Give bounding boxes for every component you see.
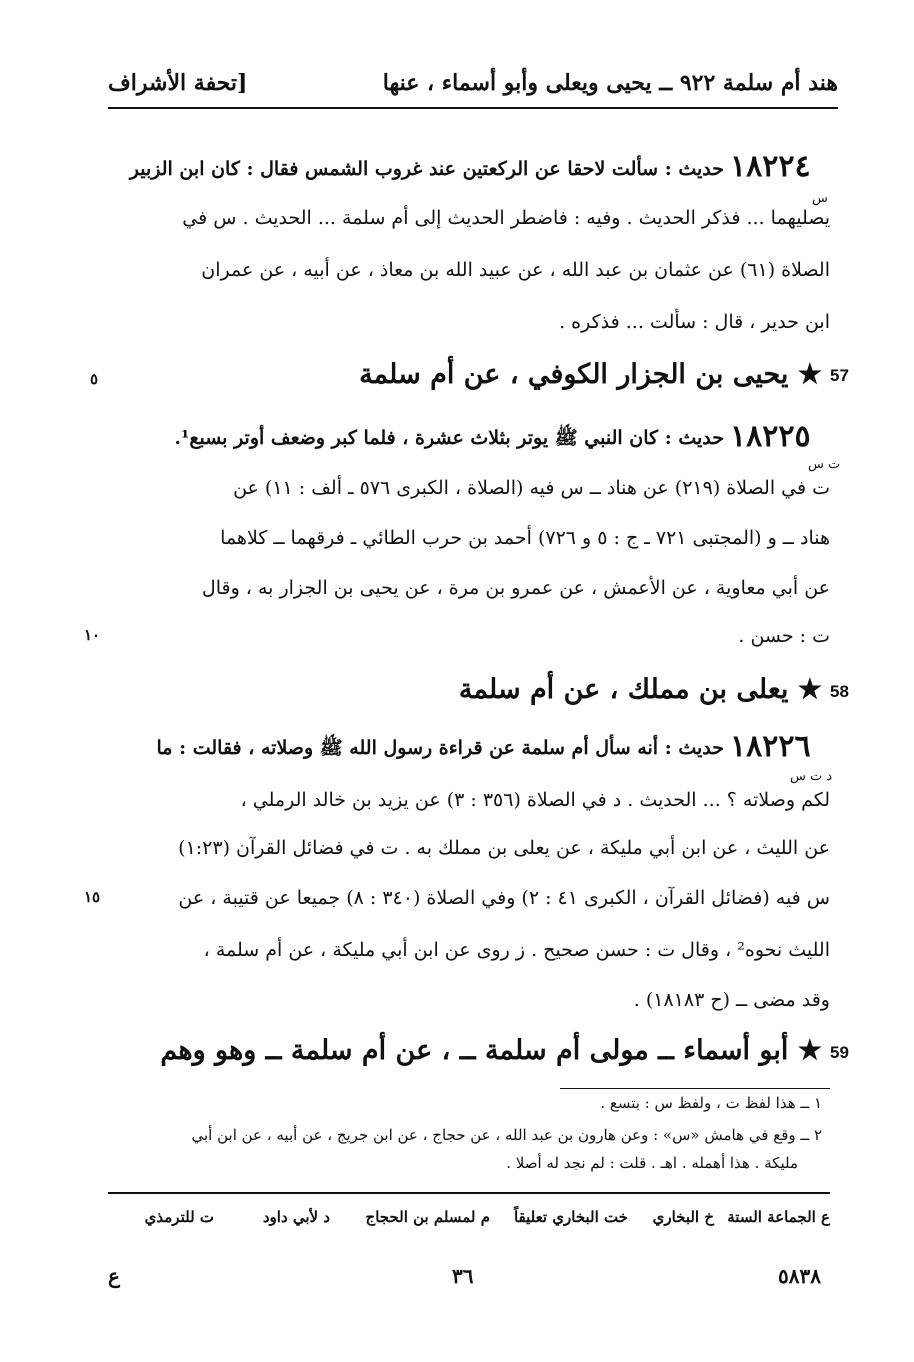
footnote-rule: [560, 1088, 830, 1089]
header-rule: [108, 107, 838, 109]
section-heading: ★ أبو أسماء ــ مولى أم سلمة ــ ، عن أم سلمة ــ وهو وهم: [160, 1035, 822, 1066]
hadith-text-line: وقد مضى ــ (ح ١٨١٨٣) .: [633, 989, 830, 1011]
hadith-text-line: الليث نحوه² ، وقال ت : حسن صحيح . ز روى عن ابن أبي مليكة ، عن أم سلمة ،: [203, 939, 830, 961]
margin-line-number: ٥: [90, 370, 99, 388]
footnote: ٢ ــ وقع في هامش «س» : وعن هارون بن عبد الله ، عن حجاج ، عن ابن جريج ، عن أبيه ، عن ابن أبي: [191, 1126, 822, 1144]
hadith-text-line: س فيه (فضائل القرآن ، الكبرى ٤١ : ٢) وفي الصلاة (٣٤٠ : ٨) جميعا عن قتيبة ، عن: [178, 887, 830, 909]
running-header-book: [تحفة الأشراف: [108, 70, 248, 96]
section-number: 59: [830, 1043, 849, 1062]
hadith-text-line: الصلاة (٦١) عن عثمان بن عبد الله ، عن عبيد الله بن معاذ ، عن أبيه ، عن عمران: [201, 259, 830, 281]
footer-mark: ع: [108, 1264, 120, 1288]
abbreviation: ت للترمذي: [144, 1208, 214, 1226]
section-number: 57: [830, 366, 849, 385]
abbreviation: خ البخاري: [652, 1208, 714, 1226]
hadith-text-line: يصليهما ... فذكر الحديث . وفيه : فاضطر الحديث إلى أم سلمة ... الحديث . س في: [182, 207, 830, 229]
footnote: مليكة . هذا أهمله . اهـ . قلت : لم نجد له أصلا .: [506, 1154, 798, 1172]
abbreviation: م لمسلم بن الحجاج: [365, 1208, 490, 1226]
hadith-text-line: ابن حدير ، قال : سألت ... فذكره .: [559, 311, 830, 333]
hadith-sigla: د ت س: [790, 769, 833, 784]
hadith-number: ١٨٢٢٦: [730, 729, 811, 764]
footer-number: ٥٨٣٨: [778, 1264, 821, 1288]
section-number: 58: [830, 682, 849, 701]
abbreviations-rule: [108, 1192, 830, 1194]
section-heading: ★ يعلى بن مملك ، عن أم سلمة: [458, 674, 822, 705]
hadith-number: ١٨٢٢٥: [730, 419, 811, 454]
running-header-title: هند أم سلمة ٩٢٢ ــ يحيى ويعلى وأبو أسماء ، عنها: [382, 70, 838, 96]
footnote: ١ ــ هذا لفظ ت ، ولفظ س : بتسع .: [600, 1094, 822, 1112]
hadith-text-line: هناد ــ و (المجتبى ٧٢١ ـ ج : ٥ و ٧٢٦) أحمد بن حرب الطائي ـ فرقهما ــ كلاهما: [220, 527, 830, 549]
hadith-text-line: عن أبي معاوية ، عن الأعمش ، عن عمرو بن مرة ، عن يحيى بن الجزار به ، وقال: [201, 577, 830, 599]
margin-line-number: ١٥: [84, 888, 101, 906]
hadith-text-line: حديث : أنه سأل أم سلمة عن قراءة رسول الله ﷺ وصلاته ، فقالت : ما: [156, 737, 724, 759]
section-heading: ★ يحيى بن الجزار الكوفي ، عن أم سلمة: [359, 359, 822, 390]
hadith-sigla: ت س: [808, 457, 841, 472]
hadith-text-line: لكم وصلاته ؟ ... الحديث . د في الصلاة (٣٥٦ : ٣) عن يزيد بن خالد الرملي ،: [240, 789, 830, 811]
hadith-sigla: س: [812, 191, 828, 206]
hadith-text-line: حديث : سألت لاحقا عن الركعتين عند غروب الشمس فقال : كان ابن الزبير: [129, 158, 724, 180]
abbreviation: ع الجماعة الستة: [727, 1208, 830, 1226]
page-number: ٣٦: [452, 1264, 474, 1288]
hadith-text-line: عن الليث ، عن ابن أبي مليكة ، عن يعلى بن مملك به . ت في فضائل القرآن (١:٢٣): [178, 837, 830, 859]
hadith-text-line: حديث : كان النبي ﷺ يوتر بثلاث عشرة ، فلما كبر وضعف أوتر بسبع¹.: [174, 427, 724, 449]
margin-line-number: ١٠: [84, 626, 101, 644]
abbreviation: د لأبي داود: [262, 1208, 330, 1226]
hadith-text-line: ت في الصلاة (٢١٩) عن هناد ــ س فيه (الصلاة ، الكبرى ٥٧٦ ـ ألف : ١١) عن: [233, 477, 830, 499]
abbreviation: خت البخاري تعليقاً: [513, 1208, 628, 1226]
hadith-text-line: ت : حسن .: [738, 625, 830, 647]
hadith-number: ١٨٢٢٤: [730, 149, 811, 184]
